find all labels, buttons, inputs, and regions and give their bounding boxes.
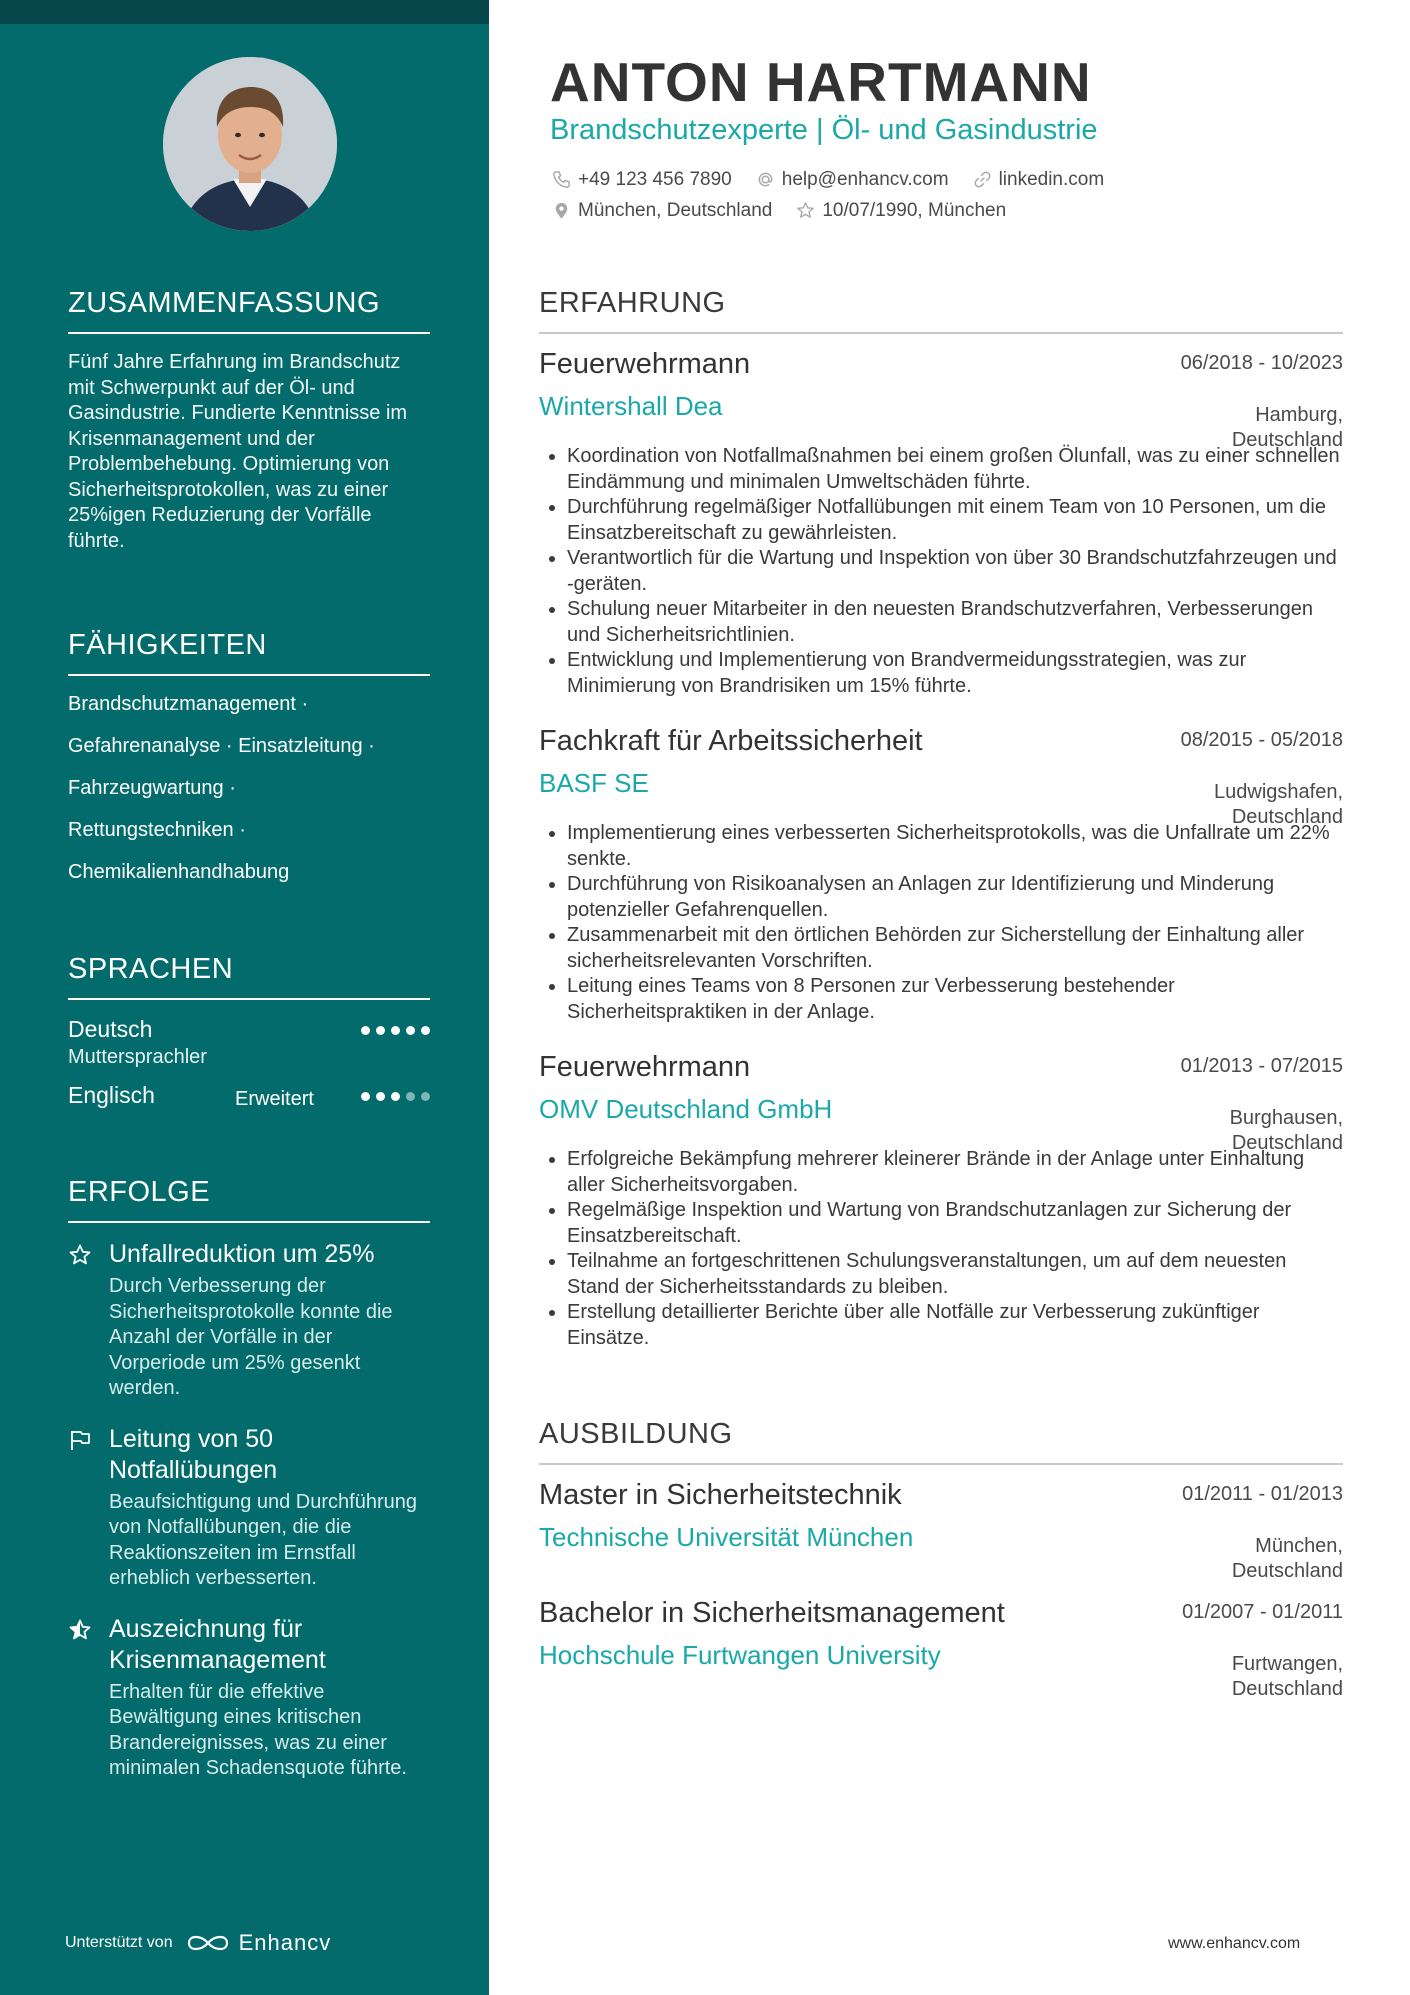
contact-location [552,200,772,222]
skill-line: Brandschutzmanagement · [68,693,309,715]
achievement-item [68,1424,430,1592]
education-location-country: Deutschland [1231,1560,1343,1582]
language-name: Deutsch [68,1016,153,1042]
job-company: BASF SE [539,768,649,798]
phone-text: +49 123 456 7890 [578,168,732,190]
summary-section [68,287,430,554]
job-location-country: Deutschland [1231,1132,1343,1154]
at-icon [756,170,775,189]
education-degree: Bachelor in Sicherheitsmanagement [539,1597,1005,1629]
achievements-heading: ERFOLGE [68,1176,430,1223]
contact-info [552,168,1104,230]
education-location-city: Furtwangen, [1231,1653,1343,1675]
job-location [1230,1106,1343,1156]
education-date: 01/2007 - 01/2011 [1182,1601,1343,1623]
experience-section [539,287,1343,1351]
language-rating [361,1092,430,1101]
education-entry [539,1479,1343,1583]
achievement-desc: Beaufsichtigung und Durchführung von Notfallübungen, die die Reaktionszeiten im Ernstfall erheblich verbesserten. [109,1490,417,1589]
achievement-desc: Durch Verbesserung der Sicherheitsprotokolle konnte die Anzahl der Vorfälle in der Vorperiode um 25% gesenkt werden. [109,1275,393,1399]
job-location [1232,403,1343,453]
job-title: Fachkraft für Arbeitssicherheit [539,725,923,757]
job-bullet: • Entwicklung und Implementierung von Brandvermeidungsstrategien, was zur Minimierung von Brandrisiken um 15% führte. [567,648,1343,699]
achievement-title: Auszeichnung für Krisenmanagement [109,1614,326,1674]
candidate-name: ANTON HARTMANN [550,51,1092,113]
language-row-deutsch [68,1016,430,1082]
contact-linkedin[interactable] [973,169,1105,191]
job-bullet: • Teilnahme an fortgeschrittenen Schulungsveranstaltungen, um auf dem neuesten Stand der Sicherheitsstandards zu bleiben. [567,1249,1343,1300]
job-bullet: • Erstellung detaillierter Berichte über alle Notfälle zur Verbesserung zukünftiger Einsätze. [567,1300,1343,1351]
skill-line: Fahrzeugwartung · [68,777,236,799]
rating-dot [361,1026,370,1035]
contact-row [552,199,1104,222]
job-bullet: • Koordination von Notfallmaßnahmen bei einem großen Ölunfall, was zu einer schnellen Eindämmung und minimalen Umweltschäden führte. [567,444,1343,495]
enhancv-logo [185,1930,332,1956]
education-location-country: Deutschland [1231,1678,1343,1700]
achievement-title: Unfallreduktion um 25% [109,1240,375,1268]
job-bullet: • Leitung eines Teams von 8 Personen zur Verbesserung bestehender Sicherheitspraktiken in der Anlage. [567,974,1343,1025]
job-entry [539,1051,1343,1351]
rating-dot [421,1026,430,1035]
education-section [539,1418,1343,1700]
star-outline-icon [796,201,815,220]
job-bullet: • Erfolgreiche Bekämpfung mehrerer kleinerer Brände in der Anlage unter Einhaltung aller Sicherheitsvorgaben. [567,1147,1343,1198]
contact-birth [796,200,1006,222]
education-school: Hochschule Furtwangen University [539,1640,941,1670]
summary-heading: ZUSAMMENFASSUNG [68,287,430,334]
half-star-icon [68,1618,92,1642]
location-text: München, Deutschland [578,199,773,221]
job-bullet: • Durchführung regelmäßiger Notfallübungen mit einem Team von 10 Personen, um die Einsatzbereitschaft zu gewährleisten. [567,495,1343,546]
job-location-city: Ludwigshafen, [1214,781,1343,803]
languages-heading: SPRACHEN [68,953,430,1000]
job-date: 06/2018 - 10/2023 [1180,352,1343,374]
achievement-title: Leitung von 50 Notfallübungen [109,1424,278,1484]
summary-text: Fünf Jahre Erfahrung im Brandschutz mit Schwerpunkt auf der Öl- und Gasindustrie. Fundierte Kenntnisse im Krisenmanagement und der Problembehebung. Optimierung von Sicherheitsprotokollen, was zu einer 25%igen Reduzierung der Vorfälle führte. [68,351,408,552]
language-level: Erweitert [235,1088,314,1110]
flag-icon [68,1428,92,1452]
powered-by-label: Unterstützt von [65,1934,173,1951]
language-row-englisch [68,1082,430,1148]
rating-dot [391,1026,400,1035]
achievement-desc: Erhalten für die effektive Bewältigung eines kritischen Brandereignisses, was zu einer minimalen Schadensquote führte. [109,1680,407,1779]
education-location [1232,1534,1343,1584]
achievement-item [68,1614,430,1782]
rating-dot [376,1026,385,1035]
star-outline-icon [68,1243,92,1267]
job-location-city: Hamburg, [1255,404,1343,426]
job-entry [539,725,1343,1025]
job-location [1214,780,1343,830]
phone-icon [552,170,571,189]
rating-dot [421,1092,430,1101]
job-bullet: • Durchführung von Risikoanalysen an Anlagen zur Identifizierung und Minderung potenzieller Gefahrenquellen. [567,872,1343,923]
job-entry [539,348,1343,699]
education-location-city: München, [1255,1535,1343,1557]
sidebar-top-bar [0,0,489,24]
skill-line: Rettungstechniken · [68,819,246,841]
job-location-country: Deutschland [1231,429,1343,451]
contact-phone [552,169,732,191]
skills-list [68,692,430,885]
rating-dot [361,1092,370,1101]
education-entry [539,1597,1343,1700]
job-bullet: • Regelmäßige Inspektion und Wartung von Brandschutzanlagen zur Sicherung der Einsatzbereitschaft. [567,1198,1343,1249]
linkedin-text: linkedin.com [998,168,1105,190]
email-text: help@enhancv.com [781,168,949,190]
education-heading: AUSBILDUNG [539,1418,1343,1465]
achievements-section [68,1176,430,1804]
link-icon [973,170,992,189]
skill-line: Gefahrenanalyse · Einsatzleitung · [68,735,375,757]
job-company: OMV Deutschland GmbH [539,1094,833,1124]
job-bullet: • Implementierung eines verbesserten Sicherheitsprotokolls, was die Unfallrate um 22% senkte. [567,821,1343,872]
job-location-city: Burghausen, [1229,1107,1343,1129]
job-bullet: • Verantwortlich für die Wartung und Inspektion von über 30 Brandschutzfahrzeugen und -geräten. [567,546,1343,597]
rating-dot [391,1092,400,1101]
sidebar [0,0,489,1995]
languages-section [68,953,430,1148]
education-school: Technische Universität München [539,1522,914,1552]
skills-section [68,629,430,902]
job-bullets [539,821,1343,1025]
job-location-country: Deutschland [1231,806,1343,828]
powered-by [65,1930,331,1956]
contact-email[interactable] [756,169,949,191]
education-location [1232,1652,1343,1702]
job-bullets [539,444,1343,699]
job-title: Feuerwehrmann [539,1051,751,1083]
birth-text: 10/07/1990, München [822,199,1007,221]
skill-line: Chemikalienhandhabung [68,861,290,883]
contact-row [552,168,1104,191]
rating-dot [406,1026,415,1035]
enhancv-logo-icon [185,1931,231,1955]
language-rating [361,1026,430,1035]
job-date: 08/2015 - 05/2018 [1180,729,1343,751]
language-level: Muttersprachler [68,1046,207,1068]
footer-url[interactable]: www.enhancv.com [1168,1935,1301,1952]
rating-dot [376,1092,385,1101]
job-company: Wintershall Dea [539,391,723,421]
experience-heading: ERFAHRUNG [539,287,1343,334]
job-bullet: • Zusammenarbeit mit den örtlichen Behörden zur Sicherstellung der Einhaltung aller sicherheitsrelevanten Vorschriften. [567,923,1343,974]
avatar [163,57,337,231]
skills-heading: FÄHIGKEITEN [68,629,430,676]
job-bullets [539,1147,1343,1351]
language-name: Englisch [68,1082,155,1108]
education-date: 01/2011 - 01/2013 [1182,1483,1343,1505]
achievement-item [68,1239,430,1402]
education-degree: Master in Sicherheitstechnik [539,1479,902,1511]
job-bullet: • Schulung neuer Mitarbeiter in den neuesten Brandschutzverfahren, Verbesserungen und Sicherheitsrichtlinien. [567,597,1343,648]
rating-dot [406,1092,415,1101]
enhancv-logo-text: Enhancv [238,1930,332,1955]
spacer [539,1553,1343,1583]
job-title: Feuerwehrmann [539,348,751,380]
location-pin-icon [552,201,571,220]
candidate-headline: Brandschutzexperte | Öl- und Gasindustrie [550,114,1098,146]
job-date: 01/2013 - 07/2015 [1180,1055,1343,1077]
